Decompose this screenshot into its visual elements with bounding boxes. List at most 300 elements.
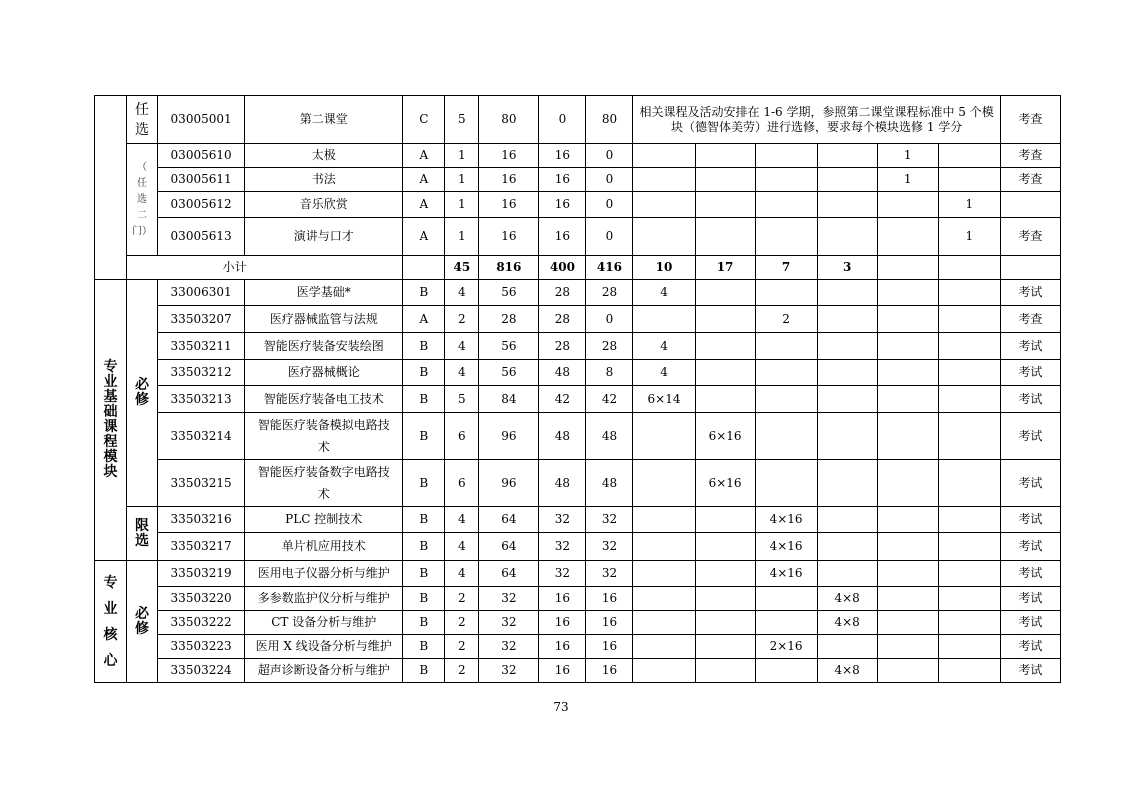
table-row bbox=[95, 635, 1061, 659]
course-hours: 64 bbox=[479, 533, 539, 561]
subtotal-semester-6 bbox=[938, 256, 1000, 280]
course-theory: 16 bbox=[539, 635, 586, 659]
course-type: B bbox=[403, 507, 445, 533]
table-row bbox=[95, 280, 1061, 306]
semester-1 bbox=[633, 611, 695, 635]
semester-2 bbox=[695, 507, 755, 533]
course-credit: 4 bbox=[445, 533, 479, 561]
course-name: 超声诊断设备分析与维护 bbox=[245, 659, 403, 683]
course-assess: 考试 bbox=[1000, 507, 1060, 533]
course-code: 33503223 bbox=[158, 635, 245, 659]
semester-6 bbox=[938, 280, 1000, 306]
semester-2 bbox=[695, 659, 755, 683]
course-credit: 1 bbox=[445, 218, 479, 256]
course-code: 33503216 bbox=[158, 507, 245, 533]
course-credit: 4 bbox=[445, 280, 479, 306]
course-code: 33503214 bbox=[158, 413, 245, 460]
semester-5 bbox=[877, 587, 938, 611]
subtotal-semester-3: 7 bbox=[755, 256, 817, 280]
semester-5 bbox=[877, 611, 938, 635]
course-hours: 64 bbox=[479, 561, 539, 587]
course-type: A bbox=[403, 218, 445, 256]
course-code: 03005610 bbox=[158, 144, 245, 168]
course-practice: 42 bbox=[586, 386, 633, 413]
semester-5 bbox=[877, 218, 938, 256]
semester-6 bbox=[938, 306, 1000, 333]
course-assess: 考试 bbox=[1000, 635, 1060, 659]
course-practice: 32 bbox=[586, 507, 633, 533]
course-type: B bbox=[403, 611, 445, 635]
limited-elective-label: 限 选 bbox=[127, 507, 158, 561]
course-assess: 考试 bbox=[1000, 587, 1060, 611]
semester-6 bbox=[938, 561, 1000, 587]
subtotal-practice: 416 bbox=[586, 256, 633, 280]
semester-1 bbox=[633, 306, 695, 333]
course-name bbox=[245, 460, 403, 507]
course-hours: 16 bbox=[479, 144, 539, 168]
semester-5 bbox=[877, 192, 938, 218]
course-type: C bbox=[403, 96, 445, 144]
semester-4 bbox=[817, 413, 877, 460]
course-assess: 考试 bbox=[1000, 561, 1060, 587]
semester-1: 6×14 bbox=[633, 386, 695, 413]
course-practice: 16 bbox=[586, 587, 633, 611]
semester-1 bbox=[633, 533, 695, 561]
semester-5 bbox=[877, 306, 938, 333]
table-row bbox=[95, 659, 1061, 683]
course-theory: 32 bbox=[539, 507, 586, 533]
course-assess: 考试 bbox=[1000, 460, 1060, 507]
course-type: A bbox=[403, 306, 445, 333]
semester-1: 4 bbox=[633, 280, 695, 306]
semester-6 bbox=[938, 659, 1000, 683]
table-row bbox=[95, 96, 1061, 144]
course-practice: 0 bbox=[586, 218, 633, 256]
course-theory: 16 bbox=[539, 168, 586, 192]
course-plan-table bbox=[94, 95, 1061, 683]
course-type: B bbox=[403, 533, 445, 561]
course-code: 03005001 bbox=[158, 96, 245, 144]
course-theory: 48 bbox=[539, 413, 586, 460]
semester-3: 4×16 bbox=[755, 507, 817, 533]
course-credit: 2 bbox=[445, 306, 479, 333]
course-name: 演讲与口才 bbox=[245, 218, 403, 256]
course-name: 太极 bbox=[245, 144, 403, 168]
course-credit: 5 bbox=[445, 386, 479, 413]
semester-2 bbox=[695, 218, 755, 256]
course-theory: 48 bbox=[539, 460, 586, 507]
course-theory: 28 bbox=[539, 306, 586, 333]
course-credit: 2 bbox=[445, 635, 479, 659]
semester-2 bbox=[695, 635, 755, 659]
semester-3 bbox=[755, 218, 817, 256]
table-row bbox=[95, 561, 1061, 587]
course-credit: 5 bbox=[445, 96, 479, 144]
subtotal-row bbox=[95, 256, 1061, 280]
course-type: B bbox=[403, 280, 445, 306]
course-code: 33503207 bbox=[158, 306, 245, 333]
course-practice: 28 bbox=[586, 333, 633, 360]
course-code: 03005613 bbox=[158, 218, 245, 256]
semester-2 bbox=[695, 587, 755, 611]
course-theory: 32 bbox=[539, 533, 586, 561]
course-theory: 32 bbox=[539, 561, 586, 587]
course-hours: 16 bbox=[479, 218, 539, 256]
semester-4 bbox=[817, 144, 877, 168]
semester-6 bbox=[938, 168, 1000, 192]
course-hours: 16 bbox=[479, 192, 539, 218]
course-code: 03005611 bbox=[158, 168, 245, 192]
course-name: 医学基础* bbox=[245, 280, 403, 306]
course-assess: 考查 bbox=[1000, 168, 1060, 192]
course-hours: 96 bbox=[479, 413, 539, 460]
subtotal-semester-5 bbox=[877, 256, 938, 280]
course-practice: 0 bbox=[586, 192, 633, 218]
course-hours: 64 bbox=[479, 507, 539, 533]
course-name: 智能医疗装备电工技术 bbox=[245, 386, 403, 413]
table-row bbox=[95, 144, 1061, 168]
semester-6 bbox=[938, 587, 1000, 611]
semester-5 bbox=[877, 507, 938, 533]
semester-2 bbox=[695, 611, 755, 635]
course-code: 03005612 bbox=[158, 192, 245, 218]
course-name-line: 术 bbox=[317, 487, 330, 501]
course-code: 33503224 bbox=[158, 659, 245, 683]
semester-2 bbox=[695, 144, 755, 168]
blank-category-cell bbox=[95, 96, 127, 280]
course-type: B bbox=[403, 659, 445, 683]
course-name: 书法 bbox=[245, 168, 403, 192]
semester-6 bbox=[938, 635, 1000, 659]
table-row bbox=[95, 306, 1061, 333]
course-credit: 1 bbox=[445, 144, 479, 168]
course-assess: 考查 bbox=[1000, 218, 1060, 256]
course-theory: 28 bbox=[539, 280, 586, 306]
course-name: 医疗器械监管与法规 bbox=[245, 306, 403, 333]
subtotal-credit: 45 bbox=[445, 256, 479, 280]
semester-2 bbox=[695, 168, 755, 192]
semester-4: 4×8 bbox=[817, 611, 877, 635]
semester-2 bbox=[695, 386, 755, 413]
course-credit: 2 bbox=[445, 659, 479, 683]
course-name: 医用 X 线设备分析与维护 bbox=[245, 635, 403, 659]
table-row bbox=[95, 460, 1061, 507]
course-hours: 80 bbox=[479, 96, 539, 144]
course-type: B bbox=[403, 561, 445, 587]
semester-6 bbox=[938, 386, 1000, 413]
course-code: 33503215 bbox=[158, 460, 245, 507]
semester-1 bbox=[633, 192, 695, 218]
semester-4 bbox=[817, 635, 877, 659]
course-type: B bbox=[403, 587, 445, 611]
course-practice: 80 bbox=[586, 96, 633, 144]
semester-2 bbox=[695, 360, 755, 386]
course-code: 33503222 bbox=[158, 611, 245, 635]
course-hours: 16 bbox=[479, 168, 539, 192]
course-practice: 0 bbox=[586, 306, 633, 333]
table-row bbox=[95, 533, 1061, 561]
course-theory: 48 bbox=[539, 360, 586, 386]
semester-4 bbox=[817, 460, 877, 507]
course-code: 33503217 bbox=[158, 533, 245, 561]
semester-1 bbox=[633, 587, 695, 611]
page-number: 73 bbox=[553, 700, 569, 714]
semester-5 bbox=[877, 635, 938, 659]
course-practice: 48 bbox=[586, 413, 633, 460]
table-row bbox=[95, 386, 1061, 413]
course-hours: 28 bbox=[479, 306, 539, 333]
course-credit: 4 bbox=[445, 507, 479, 533]
course-name: 医疗器械概论 bbox=[245, 360, 403, 386]
course-hours: 56 bbox=[479, 280, 539, 306]
semester-4 bbox=[817, 561, 877, 587]
subtotal-semester-2: 17 bbox=[695, 256, 755, 280]
semester-5 bbox=[877, 386, 938, 413]
course-credit: 2 bbox=[445, 611, 479, 635]
semester-4 bbox=[817, 386, 877, 413]
semester-3 bbox=[755, 413, 817, 460]
semester-5 bbox=[877, 333, 938, 360]
semester-6 bbox=[938, 611, 1000, 635]
semester-4 bbox=[817, 306, 877, 333]
course-name bbox=[245, 413, 403, 460]
semester-3: 2 bbox=[755, 306, 817, 333]
course-note: 相关课程及活动安排在 1-6 学期，参照第二课堂课程标准中 5 个模块（德智体美劳）进行选修，要求每个模块选修 1 学分 bbox=[633, 96, 1000, 144]
semester-4: 4×8 bbox=[817, 659, 877, 683]
semester-4 bbox=[817, 168, 877, 192]
core-module-label: 专 业 核 心 bbox=[95, 561, 127, 683]
course-assess: 考试 bbox=[1000, 333, 1060, 360]
semester-1: 4 bbox=[633, 333, 695, 360]
semester-6 bbox=[938, 507, 1000, 533]
course-credit: 6 bbox=[445, 460, 479, 507]
semester-1 bbox=[633, 168, 695, 192]
semester-4 bbox=[817, 333, 877, 360]
semester-2 bbox=[695, 333, 755, 360]
semester-5 bbox=[877, 659, 938, 683]
semester-6: 1 bbox=[938, 192, 1000, 218]
course-credit: 4 bbox=[445, 360, 479, 386]
course-theory: 16 bbox=[539, 659, 586, 683]
table-row bbox=[95, 507, 1061, 533]
course-type: A bbox=[403, 144, 445, 168]
course-credit: 2 bbox=[445, 587, 479, 611]
semester-1 bbox=[633, 507, 695, 533]
course-type: A bbox=[403, 192, 445, 218]
course-type: A bbox=[403, 168, 445, 192]
course-practice: 32 bbox=[586, 533, 633, 561]
course-theory: 16 bbox=[539, 611, 586, 635]
course-assess: 考查 bbox=[1000, 144, 1060, 168]
semester-2: 6×16 bbox=[695, 413, 755, 460]
semester-3 bbox=[755, 280, 817, 306]
course-code: 33503213 bbox=[158, 386, 245, 413]
course-theory: 42 bbox=[539, 386, 586, 413]
table-row bbox=[95, 413, 1061, 460]
course-hours: 84 bbox=[479, 386, 539, 413]
course-assess: 考查 bbox=[1000, 96, 1060, 144]
course-name: 第二课堂 bbox=[245, 96, 403, 144]
semester-3 bbox=[755, 144, 817, 168]
table-row bbox=[95, 218, 1061, 256]
semester-5: 1 bbox=[877, 168, 938, 192]
semester-3 bbox=[755, 659, 817, 683]
semester-6: 1 bbox=[938, 218, 1000, 256]
semester-3 bbox=[755, 192, 817, 218]
course-credit: 1 bbox=[445, 168, 479, 192]
course-name: 单片机应用技术 bbox=[245, 533, 403, 561]
semester-5 bbox=[877, 413, 938, 460]
semester-4 bbox=[817, 360, 877, 386]
course-credit: 4 bbox=[445, 333, 479, 360]
course-type: B bbox=[403, 635, 445, 659]
semester-3 bbox=[755, 587, 817, 611]
course-practice: 16 bbox=[586, 659, 633, 683]
subtotal-assess bbox=[1000, 256, 1060, 280]
table-row bbox=[95, 587, 1061, 611]
semester-2 bbox=[695, 280, 755, 306]
course-practice: 16 bbox=[586, 611, 633, 635]
course-hours: 32 bbox=[479, 587, 539, 611]
course-practice: 48 bbox=[586, 460, 633, 507]
course-assess: 考查 bbox=[1000, 306, 1060, 333]
subtotal-semester-4: 3 bbox=[817, 256, 877, 280]
course-theory: 0 bbox=[539, 96, 586, 144]
course-theory: 16 bbox=[539, 192, 586, 218]
course-type: B bbox=[403, 460, 445, 507]
course-theory: 16 bbox=[539, 587, 586, 611]
elective-label: 任 选 bbox=[127, 96, 158, 144]
semester-4 bbox=[817, 218, 877, 256]
table-row bbox=[95, 168, 1061, 192]
course-practice: 16 bbox=[586, 635, 633, 659]
semester-6 bbox=[938, 333, 1000, 360]
semester-5: 1 bbox=[877, 144, 938, 168]
course-practice: 0 bbox=[586, 168, 633, 192]
course-name: 医用电子仪器分析与维护 bbox=[245, 561, 403, 587]
course-practice: 32 bbox=[586, 561, 633, 587]
subtotal-label: 小计 bbox=[127, 256, 403, 280]
course-name: CT 设备分析与维护 bbox=[245, 611, 403, 635]
semester-3 bbox=[755, 168, 817, 192]
course-name-line: 术 bbox=[317, 440, 330, 454]
semester-3 bbox=[755, 460, 817, 507]
semester-1 bbox=[633, 144, 695, 168]
course-practice: 0 bbox=[586, 144, 633, 168]
semester-6 bbox=[938, 460, 1000, 507]
semester-4 bbox=[817, 533, 877, 561]
table-row bbox=[95, 360, 1061, 386]
course-name: 音乐欣赏 bbox=[245, 192, 403, 218]
elective-note-label: （ 任 选 二 门） bbox=[127, 144, 158, 256]
course-code: 33503211 bbox=[158, 333, 245, 360]
course-practice: 8 bbox=[586, 360, 633, 386]
course-name: 多参数监护仪分析与维护 bbox=[245, 587, 403, 611]
semester-1 bbox=[633, 460, 695, 507]
semester-1 bbox=[633, 561, 695, 587]
semester-5 bbox=[877, 460, 938, 507]
semester-1 bbox=[633, 635, 695, 659]
semester-3 bbox=[755, 386, 817, 413]
course-theory: 28 bbox=[539, 333, 586, 360]
semester-5 bbox=[877, 280, 938, 306]
semester-3 bbox=[755, 333, 817, 360]
semester-4 bbox=[817, 280, 877, 306]
course-assess: 考试 bbox=[1000, 386, 1060, 413]
course-assess: 考试 bbox=[1000, 533, 1060, 561]
course-name: 智能医疗装备安装绘图 bbox=[245, 333, 403, 360]
basic-module-label: 专 业 基 础 课 程 模 块 bbox=[95, 280, 127, 561]
course-code: 33006301 bbox=[158, 280, 245, 306]
semester-6 bbox=[938, 533, 1000, 561]
course-type: B bbox=[403, 360, 445, 386]
semester-4 bbox=[817, 192, 877, 218]
semester-1 bbox=[633, 218, 695, 256]
course-name-line: 智能医疗装备数字电路技 bbox=[257, 465, 390, 479]
semester-1 bbox=[633, 413, 695, 460]
course-hours: 56 bbox=[479, 360, 539, 386]
course-assess bbox=[1000, 192, 1060, 218]
course-assess: 考试 bbox=[1000, 611, 1060, 635]
semester-5 bbox=[877, 533, 938, 561]
course-type: B bbox=[403, 333, 445, 360]
table-row bbox=[95, 333, 1061, 360]
course-type: B bbox=[403, 413, 445, 460]
core-required-label: 必 修 bbox=[127, 561, 158, 683]
course-hours: 32 bbox=[479, 659, 539, 683]
course-theory: 16 bbox=[539, 218, 586, 256]
course-assess: 考试 bbox=[1000, 413, 1060, 460]
semester-3: 4×16 bbox=[755, 561, 817, 587]
course-name-line: 智能医疗装备模拟电路技 bbox=[257, 418, 390, 432]
table-row bbox=[95, 192, 1061, 218]
course-hours: 32 bbox=[479, 635, 539, 659]
course-theory: 16 bbox=[539, 144, 586, 168]
semester-2 bbox=[695, 561, 755, 587]
semester-2 bbox=[695, 192, 755, 218]
semester-4 bbox=[817, 507, 877, 533]
semester-3 bbox=[755, 360, 817, 386]
course-code: 33503212 bbox=[158, 360, 245, 386]
course-hours: 96 bbox=[479, 460, 539, 507]
course-credit: 1 bbox=[445, 192, 479, 218]
semester-2 bbox=[695, 306, 755, 333]
subtotal-type bbox=[403, 256, 445, 280]
course-assess: 考试 bbox=[1000, 360, 1060, 386]
semester-6 bbox=[938, 144, 1000, 168]
semester-2 bbox=[695, 533, 755, 561]
course-type: B bbox=[403, 386, 445, 413]
semester-5 bbox=[877, 561, 938, 587]
semester-2: 6×16 bbox=[695, 460, 755, 507]
course-assess: 考试 bbox=[1000, 280, 1060, 306]
course-code: 33503220 bbox=[158, 587, 245, 611]
semester-3: 4×16 bbox=[755, 533, 817, 561]
course-hours: 56 bbox=[479, 333, 539, 360]
table-row bbox=[95, 611, 1061, 635]
semester-3 bbox=[755, 611, 817, 635]
subtotal-theory: 400 bbox=[539, 256, 586, 280]
subtotal-hours: 816 bbox=[479, 256, 539, 280]
semester-5 bbox=[877, 360, 938, 386]
subtotal-semester-1: 10 bbox=[633, 256, 695, 280]
semester-3: 2×16 bbox=[755, 635, 817, 659]
required-label: 必 修 bbox=[127, 280, 158, 507]
course-credit: 4 bbox=[445, 561, 479, 587]
course-practice: 28 bbox=[586, 280, 633, 306]
course-credit: 6 bbox=[445, 413, 479, 460]
semester-4: 4×8 bbox=[817, 587, 877, 611]
